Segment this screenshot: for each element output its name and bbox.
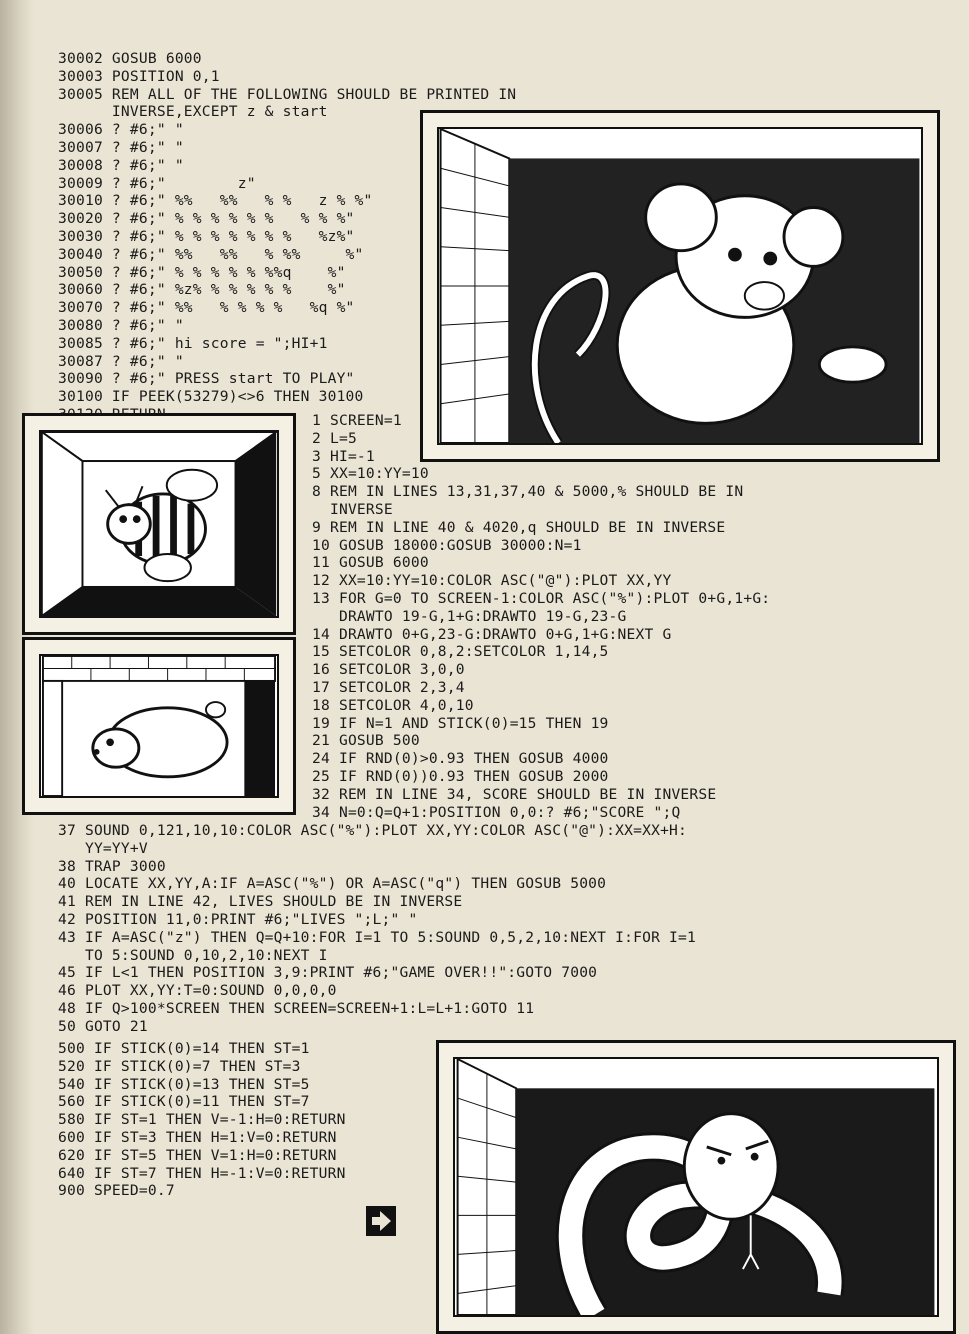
hamster-illustration: [22, 637, 296, 815]
code-line: 500 IF STICK(0)=14 THEN ST=1: [58, 1040, 310, 1057]
code-line: 30030 ? #6;" % % % % % % % %z%": [58, 227, 355, 245]
code-line: 540 IF STICK(0)=13 THEN ST=5: [58, 1075, 310, 1093]
code-line: 30010 ? #6;" %% %% % % z % %": [58, 192, 373, 210]
code-line: 30002 GOSUB 6000: [58, 50, 202, 67]
code-line: 1 SCREEN=1: [312, 412, 402, 429]
code-line: 620 IF ST=5 THEN V=1:H=0:RETURN: [58, 1146, 337, 1164]
code-line: 13 FOR G=0 TO SCREEN-1:COLOR ASC("%"):PLOT 0+G,1+G:: [312, 589, 771, 607]
code-line: 50 GOTO 21: [58, 1017, 148, 1035]
code-line: YY=YY+V: [58, 839, 148, 857]
code-line: 12 XX=10:YY=10:COLOR ASC("@"):PLOT XX,YY: [312, 572, 672, 590]
code-line: TO 5:SOUND 0,10,2,10:NEXT I: [58, 946, 328, 964]
code-line: 30050 ? #6;" % % % % % %%q %": [58, 263, 346, 281]
code-line: 46 PLOT XX,YY:T=0:SOUND 0,0,0,0: [58, 982, 337, 1000]
next-arrow-icon: [366, 1206, 396, 1236]
code-line: 24 IF RND(0)>0.93 THEN GOSUB 4000: [312, 750, 609, 768]
code-listing-lower: [58, 822, 696, 1036]
code-line: 34 N=0:Q=Q+1:POSITION 0,0:? #6;"SCORE ";Q: [312, 803, 681, 821]
bee-illustration: [22, 413, 296, 635]
code-line: 37 SOUND 0,121,10,10:COLOR ASC("%"):PLOT XX,YY:COLOR ASC("@"):XX=XX+H:: [58, 822, 688, 839]
code-line: 45 IF L<1 THEN POSITION 3,9:PRINT #6;"GAME OVER!!":GOTO 7000: [58, 964, 598, 982]
code-line: 30085 ? #6;" hi score = ";HI+1: [58, 334, 328, 352]
code-line: 5 XX=10:YY=10: [312, 465, 429, 483]
code-line: 14 DRAWTO 0+G,23-G:DRAWTO 0+G,1+G:NEXT G: [312, 625, 672, 643]
code-line: 30020 ? #6;" % % % % % % % % %": [58, 210, 355, 228]
code-listing-bottom: [58, 1040, 346, 1200]
code-line: 9 REM IN LINE 40 & 4020,q SHOULD BE IN INVERSE: [312, 518, 726, 536]
code-line: 32 REM IN LINE 34, SCORE SHOULD BE IN INVERSE: [312, 785, 717, 803]
code-line: 18 SETCOLOR 4,0,10: [312, 696, 474, 714]
code-line: 48 IF Q>100*SCREEN THEN SCREEN=SCREEN+1:L=L+1:GOTO 11: [58, 999, 535, 1017]
code-line: 30007 ? #6;" ": [58, 138, 184, 156]
code-line: 30005 REM ALL OF THE FOLLOWING SHOULD BE PRINTED IN: [58, 85, 517, 103]
code-line: 30003 POSITION 0,1: [58, 67, 220, 85]
code-line: 520 IF STICK(0)=7 THEN ST=3: [58, 1057, 301, 1075]
code-line: 600 IF ST=3 THEN H=1:V=0:RETURN: [58, 1128, 337, 1146]
hamster-icon: [41, 656, 277, 796]
code-line: 580 IF ST=1 THEN V=-1:H=0:RETURN: [58, 1111, 346, 1129]
code-line: 30087 ? #6;" ": [58, 352, 184, 370]
code-line: INVERSE: [312, 500, 393, 518]
code-line: 30060 ? #6;" %z% % % % % % %": [58, 281, 346, 299]
monkey-icon: [439, 129, 921, 443]
bee-icon: [41, 432, 277, 616]
code-line: 8 REM IN LINES 13,31,37,40 & 5000,% SHOULD BE IN: [312, 483, 744, 501]
code-line: 40 LOCATE XX,YY,A:IF A=ASC("%") OR A=ASC("q") THEN GOSUB 5000: [58, 875, 607, 893]
monkey-illustration: [420, 110, 940, 462]
code-line: 30006 ? #6;" ": [58, 121, 184, 139]
snake-icon: [455, 1059, 937, 1315]
code-line: 15 SETCOLOR 0,8,2:SETCOLOR 1,14,5: [312, 643, 609, 661]
code-line: 30070 ? #6;" %% % % % % %q %": [58, 299, 355, 317]
code-line: 10 GOSUB 18000:GOSUB 30000:N=1: [312, 536, 582, 554]
code-line: 30008 ? #6;" ": [58, 156, 184, 174]
code-line: 41 REM IN LINE 42, LIVES SHOULD BE IN INVERSE: [58, 893, 463, 911]
code-line: 900 SPEED=0.7: [58, 1182, 175, 1200]
code-listing-middle: [312, 412, 770, 821]
code-line: 30100 IF PEEK(53279)<>6 THEN 30100: [58, 388, 364, 406]
code-line: 16 SETCOLOR 3,0,0: [312, 661, 465, 679]
code-line: 43 IF A=ASC("z") THEN Q=Q+10:FOR I=1 TO 5:SOUND 0,5,2,10:NEXT I:FOR I=1: [58, 928, 697, 946]
code-line: DRAWTO 19-G,1+G:DRAWTO 19-G,23-G: [312, 607, 627, 625]
code-line: 17 SETCOLOR 2,3,4: [312, 678, 465, 696]
code-line: 640 IF ST=7 THEN H=-1:V=0:RETURN: [58, 1164, 346, 1182]
code-line: 560 IF STICK(0)=11 THEN ST=7: [58, 1093, 310, 1111]
code-line: 38 TRAP 3000: [58, 857, 166, 875]
code-line: INVERSE,EXCEPT z & start: [58, 103, 328, 121]
code-line: 30090 ? #6;" PRESS start TO PLAY": [58, 370, 355, 388]
code-line: 19 IF N=1 AND STICK(0)=15 THEN 19: [312, 714, 609, 732]
code-line: 25 IF RND(0))0.93 THEN GOSUB 2000: [312, 767, 609, 785]
code-line: 30009 ? #6;" z": [58, 174, 256, 192]
code-line: 11 GOSUB 6000: [312, 554, 429, 572]
code-line: 30080 ? #6;" ": [58, 316, 184, 334]
code-line: 42 POSITION 11,0:PRINT #6;"LIVES ";L;" ": [58, 910, 418, 928]
code-line: 3 HI=-1: [312, 447, 375, 465]
code-line: 21 GOSUB 500: [312, 732, 420, 750]
code-line: 2 L=5: [312, 429, 357, 447]
snake-illustration: [436, 1040, 956, 1334]
code-line: 30040 ? #6;" %% %% % %% %": [58, 245, 364, 263]
